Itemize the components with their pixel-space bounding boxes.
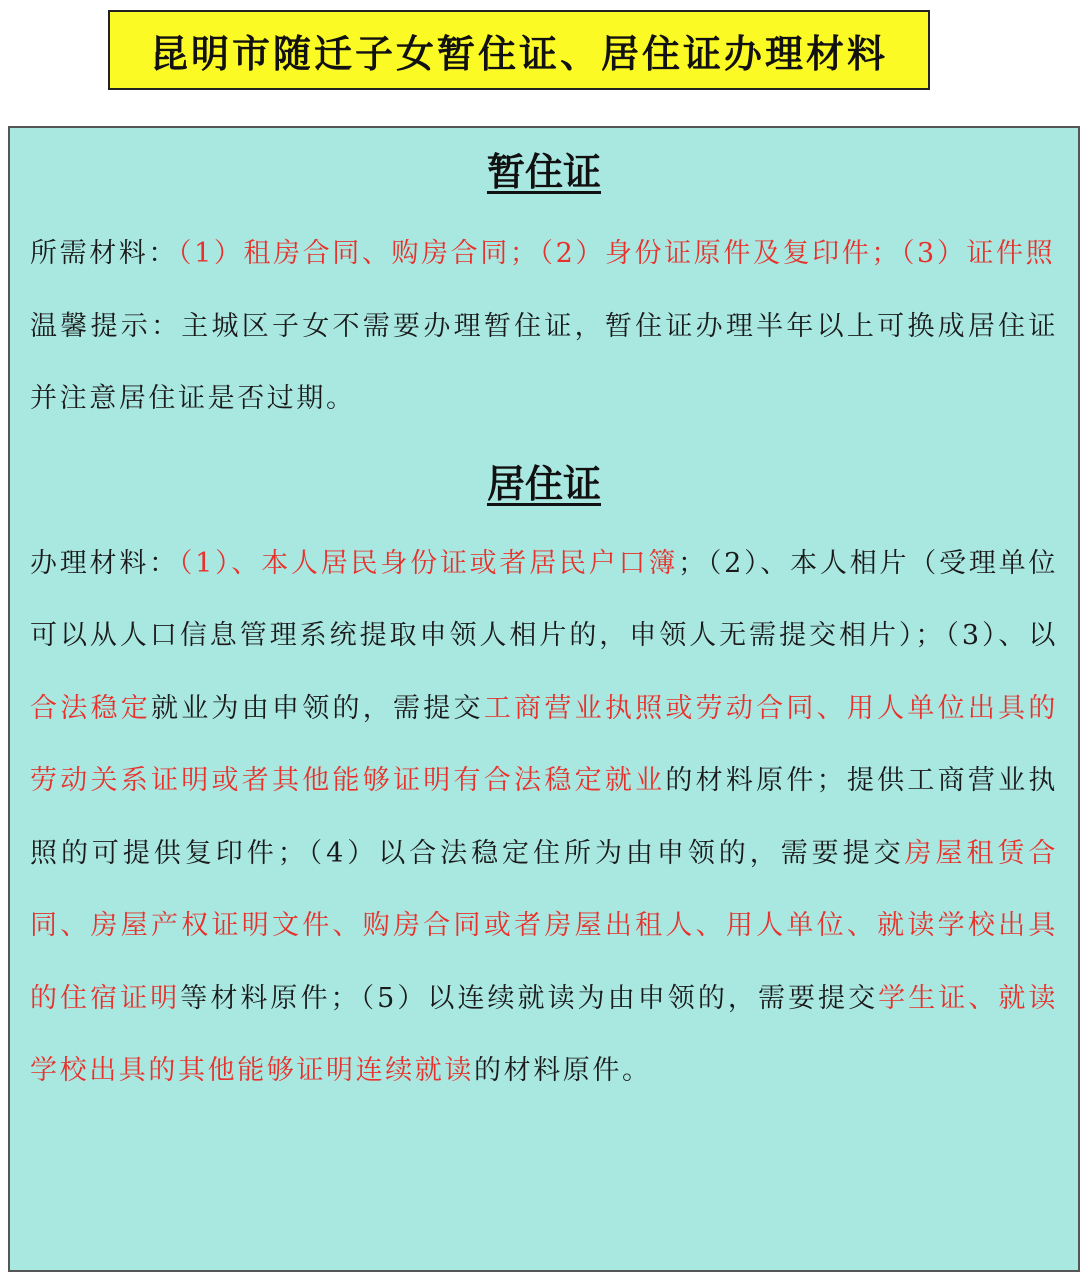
residence-item5-highlight: 学生证、就读学校出具的其他能够证明连续就读	[30, 982, 1059, 1086]
temp-permit-heading: 暂住证	[486, 149, 601, 194]
residence-item3-highlight-b: 工商营业执照或劳动合同、用人单位出具的劳动关系证明或者其他能够证明有合法稳定就业	[30, 692, 1058, 796]
residence-item3-tail: 的材料原件；提供工商营业执照的可提供复印件；（4）以合法稳定住所为由申领的，需要提交	[30, 765, 1058, 869]
temp-permit-tip-label: 温馨提示：	[30, 310, 182, 342]
page-title: 昆明市随迁子女暂住证、居住证办理材料	[149, 30, 888, 76]
temp-permit-tip	[30, 291, 1058, 436]
temp-permit-materials-label: 所需材料：	[30, 238, 178, 269]
residence-item3-highlight-a: 合法稳定	[30, 692, 152, 724]
residence-item1: （1）、本人居民身份证或者居民户口簿	[178, 547, 679, 579]
content-panel	[8, 126, 1080, 1272]
residence-item4-tail: 等材料原件；（5）以连续就读为由申领的，需要提交	[180, 982, 879, 1014]
residence-permit-label: 办理材料：	[30, 547, 179, 579]
title-banner	[108, 10, 930, 90]
temp-permit-materials	[30, 218, 1058, 291]
residence-item2: ；（2）、本人相片（受理单位可以从人口信息管理系统提取申领人相片的，申领人无需提交相片）；（3）、以	[30, 547, 1059, 651]
residence-permit-heading: 居住证	[486, 460, 601, 506]
residence-permit-materials	[30, 528, 1058, 1108]
residence-item5-tail: 的材料原件。	[474, 1055, 652, 1086]
residence-item3-mid: 就业为由申领的，需提交	[151, 692, 484, 724]
temp-permit-materials-content: （1）租房合同、购房合同；（2）身份证原件及复印件；（3）证件照	[178, 238, 1056, 269]
residence-item4-highlight: 房屋租赁合同、房屋产权证明文件、购房合同或者房屋出租人、用人单位、就读学校出具的住宿证明	[30, 837, 1059, 1014]
temp-permit-tip-content: 主城区子女不需要办理暂住证，暂住证办理半年以上可换成居住证并注意居住证是否过期。	[30, 310, 1059, 414]
